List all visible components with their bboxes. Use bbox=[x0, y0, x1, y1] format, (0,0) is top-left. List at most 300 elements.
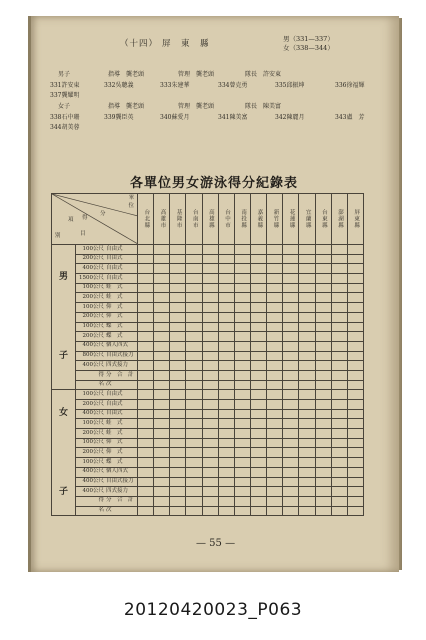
event-label bbox=[76, 283, 138, 293]
score-cell bbox=[315, 312, 331, 322]
event-style: 自由式接力 bbox=[106, 478, 134, 485]
score-cell bbox=[154, 245, 170, 255]
score-cell bbox=[170, 312, 186, 322]
city-header: 高雄市 bbox=[154, 194, 170, 245]
score-cell bbox=[267, 477, 283, 487]
score-cell bbox=[347, 380, 363, 390]
event-style: 蝶 式 bbox=[106, 458, 123, 465]
score-cell bbox=[250, 274, 266, 284]
score-cell bbox=[250, 506, 266, 516]
score-cell bbox=[202, 312, 218, 322]
score-cell bbox=[186, 467, 202, 477]
score-cell bbox=[315, 283, 331, 293]
score-cell bbox=[267, 429, 283, 439]
score-cell bbox=[347, 341, 363, 351]
score-cell bbox=[331, 303, 347, 313]
city-header: 台南市 bbox=[186, 194, 202, 245]
score-cell bbox=[331, 370, 347, 380]
score-cell bbox=[267, 390, 283, 400]
score-cell bbox=[315, 487, 331, 497]
male-athlete: 331許安東 bbox=[50, 82, 80, 89]
event-distance: 100公尺 bbox=[82, 390, 104, 397]
score-cell bbox=[267, 380, 283, 390]
event-style: 分 合 計 bbox=[106, 371, 134, 378]
score-cell bbox=[347, 390, 363, 400]
score-cell bbox=[331, 341, 347, 351]
score-cell bbox=[218, 506, 234, 516]
score-cell bbox=[315, 429, 331, 439]
score-cell bbox=[331, 506, 347, 516]
score-cell bbox=[234, 351, 250, 361]
score-cell bbox=[138, 274, 154, 284]
table-row bbox=[52, 303, 364, 313]
score-cell bbox=[202, 458, 218, 468]
event-style: 分 合 計 bbox=[106, 497, 134, 504]
score-cell bbox=[315, 400, 331, 410]
score-cell bbox=[138, 283, 154, 293]
score-cell bbox=[170, 370, 186, 380]
male-athlete: 335邱振坤 bbox=[275, 82, 305, 89]
male-athlete: 334曾克勇 bbox=[218, 82, 248, 89]
score-cell bbox=[250, 351, 266, 361]
table-row bbox=[52, 283, 364, 293]
score-cell bbox=[186, 322, 202, 332]
score-cell bbox=[299, 496, 315, 506]
score-cell bbox=[250, 467, 266, 477]
event-style: 蛙 式 bbox=[106, 284, 123, 291]
score-cell bbox=[267, 361, 283, 371]
event-distance: 400公尺 bbox=[82, 487, 104, 494]
event-label bbox=[76, 390, 138, 400]
score-cell bbox=[218, 487, 234, 497]
score-cell bbox=[186, 312, 202, 322]
female-athlete: 340蘇愛月 bbox=[160, 114, 190, 121]
score-cell bbox=[154, 467, 170, 477]
score-cell bbox=[283, 254, 299, 264]
score-cell bbox=[202, 245, 218, 255]
table-row bbox=[52, 487, 364, 497]
score-cell bbox=[267, 409, 283, 419]
score-cell bbox=[218, 332, 234, 342]
score-cell bbox=[267, 254, 283, 264]
score-cell bbox=[250, 303, 266, 313]
score-cell bbox=[202, 496, 218, 506]
score-cell bbox=[267, 264, 283, 274]
score-cell bbox=[250, 322, 266, 332]
score-cell bbox=[218, 438, 234, 448]
score-cell bbox=[186, 293, 202, 303]
score-table bbox=[51, 193, 364, 516]
city-header: 澎湖縣 bbox=[331, 194, 347, 245]
score-cell bbox=[234, 341, 250, 351]
corner-unit-label: 位 bbox=[128, 203, 134, 209]
score-cell bbox=[186, 409, 202, 419]
event-distance: 得 bbox=[98, 497, 104, 504]
score-cell bbox=[170, 351, 186, 361]
score-cell bbox=[234, 254, 250, 264]
score-cell bbox=[186, 361, 202, 371]
score-cell bbox=[202, 332, 218, 342]
score-cell bbox=[138, 448, 154, 458]
score-cell bbox=[138, 429, 154, 439]
score-cell bbox=[331, 429, 347, 439]
score-cell bbox=[267, 419, 283, 429]
score-cell bbox=[154, 274, 170, 284]
score-cell bbox=[218, 467, 234, 477]
score-cell bbox=[250, 361, 266, 371]
score-cell bbox=[267, 506, 283, 516]
score-cell bbox=[186, 332, 202, 342]
score-cell bbox=[283, 409, 299, 419]
score-cell bbox=[250, 332, 266, 342]
score-cell bbox=[138, 254, 154, 264]
score-cell bbox=[186, 419, 202, 429]
event-distance: 名 bbox=[98, 507, 104, 514]
score-cell bbox=[267, 400, 283, 410]
score-cell bbox=[218, 322, 234, 332]
city-header: 新竹縣 bbox=[267, 194, 283, 245]
score-cell bbox=[170, 506, 186, 516]
male-staff-coach: 指導 龔老頭 bbox=[108, 71, 145, 78]
score-cell bbox=[347, 312, 363, 322]
score-cell bbox=[331, 400, 347, 410]
score-cell bbox=[186, 448, 202, 458]
score-cell bbox=[234, 293, 250, 303]
score-cell bbox=[154, 322, 170, 332]
score-cell bbox=[299, 322, 315, 332]
score-cell bbox=[218, 341, 234, 351]
score-cell bbox=[154, 303, 170, 313]
score-cell bbox=[315, 467, 331, 477]
image-caption: 20120420023_P063 bbox=[123, 600, 303, 620]
score-cell bbox=[331, 312, 347, 322]
score-cell bbox=[347, 487, 363, 497]
score-cell bbox=[138, 303, 154, 313]
score-cell bbox=[331, 419, 347, 429]
score-cell bbox=[315, 254, 331, 264]
score-cell bbox=[170, 429, 186, 439]
table-row bbox=[52, 448, 364, 458]
event-distance: 400公尺 bbox=[82, 468, 104, 475]
score-cell bbox=[154, 380, 170, 390]
score-cell bbox=[202, 351, 218, 361]
score-cell bbox=[347, 293, 363, 303]
score-cell bbox=[347, 477, 363, 487]
table-row bbox=[52, 477, 364, 487]
event-style: 四式接力 bbox=[106, 361, 129, 368]
score-cell bbox=[234, 458, 250, 468]
event-style: 仰 式 bbox=[106, 313, 123, 320]
score-cell bbox=[218, 409, 234, 419]
score-cell bbox=[331, 458, 347, 468]
score-cell bbox=[299, 245, 315, 255]
score-cell bbox=[299, 254, 315, 264]
event-distance: 100公尺 bbox=[82, 284, 104, 291]
score-cell bbox=[170, 458, 186, 468]
score-cell bbox=[283, 419, 299, 429]
score-cell bbox=[170, 254, 186, 264]
score-cell bbox=[138, 419, 154, 429]
event-label bbox=[76, 341, 138, 351]
score-cell bbox=[138, 332, 154, 342]
score-cell bbox=[202, 467, 218, 477]
score-cell bbox=[138, 370, 154, 380]
female-staff-coach: 指導 龔老頭 bbox=[108, 103, 145, 110]
score-cell bbox=[299, 293, 315, 303]
event-label bbox=[76, 274, 138, 284]
score-cell bbox=[331, 477, 347, 487]
score-cell bbox=[202, 293, 218, 303]
table-row bbox=[52, 322, 364, 332]
score-cell bbox=[186, 351, 202, 361]
score-cell bbox=[234, 303, 250, 313]
score-cell bbox=[186, 477, 202, 487]
score-cell bbox=[267, 370, 283, 380]
score-cell bbox=[218, 390, 234, 400]
score-cell bbox=[202, 341, 218, 351]
event-label bbox=[76, 312, 138, 322]
score-cell bbox=[218, 400, 234, 410]
event-style: 四式接力 bbox=[106, 487, 129, 494]
score-cell bbox=[234, 361, 250, 371]
score-cell bbox=[331, 283, 347, 293]
score-cell bbox=[186, 380, 202, 390]
score-cell bbox=[138, 506, 154, 516]
score-cell bbox=[218, 274, 234, 284]
score-cell bbox=[267, 245, 283, 255]
score-cell bbox=[170, 496, 186, 506]
male-staff-captain: 隊長 許安東 bbox=[245, 71, 282, 78]
score-cell bbox=[234, 390, 250, 400]
score-cell bbox=[283, 322, 299, 332]
score-cell bbox=[347, 274, 363, 284]
event-style: 蛙 式 bbox=[106, 294, 123, 301]
score-cell bbox=[347, 332, 363, 342]
score-cell bbox=[347, 400, 363, 410]
score-cell bbox=[186, 438, 202, 448]
score-cell bbox=[331, 448, 347, 458]
score-cell bbox=[170, 448, 186, 458]
diagonal-lines bbox=[52, 194, 138, 244]
event-style: 次 bbox=[106, 381, 112, 388]
score-cell bbox=[234, 274, 250, 284]
score-cell bbox=[347, 496, 363, 506]
score-cell bbox=[299, 351, 315, 361]
table-title: 各單位男女游泳得分紀錄表 bbox=[130, 176, 299, 191]
event-distance: 100公尺 bbox=[82, 439, 104, 446]
score-cell bbox=[283, 477, 299, 487]
score-cell bbox=[267, 293, 283, 303]
score-cell bbox=[283, 467, 299, 477]
score-cell bbox=[299, 390, 315, 400]
event-distance: 100公尺 bbox=[82, 419, 104, 426]
event-style: 仰 式 bbox=[106, 303, 123, 310]
table-row bbox=[52, 467, 364, 477]
score-cell bbox=[202, 409, 218, 419]
score-cell bbox=[331, 390, 347, 400]
gender-char: 女 bbox=[58, 407, 68, 418]
table-row bbox=[52, 506, 364, 516]
score-cell bbox=[267, 438, 283, 448]
event-label bbox=[76, 448, 138, 458]
score-cell bbox=[234, 496, 250, 506]
score-cell bbox=[170, 274, 186, 284]
score-cell bbox=[315, 351, 331, 361]
score-cell bbox=[315, 496, 331, 506]
score-cell bbox=[234, 487, 250, 497]
score-cell bbox=[267, 303, 283, 313]
score-cell bbox=[234, 419, 250, 429]
score-cell bbox=[154, 506, 170, 516]
score-cell bbox=[315, 409, 331, 419]
score-cell bbox=[347, 506, 363, 516]
score-cell bbox=[331, 254, 347, 264]
score-cell bbox=[170, 438, 186, 448]
event-style: 自由式 bbox=[106, 400, 123, 407]
score-cell bbox=[154, 351, 170, 361]
score-cell bbox=[331, 264, 347, 274]
score-cell bbox=[299, 341, 315, 351]
score-cell bbox=[250, 341, 266, 351]
score-cell bbox=[234, 245, 250, 255]
score-cell bbox=[218, 264, 234, 274]
score-cell bbox=[315, 458, 331, 468]
score-cell bbox=[267, 332, 283, 342]
score-cell bbox=[299, 380, 315, 390]
score-cell bbox=[170, 245, 186, 255]
event-distance: 100公尺 bbox=[82, 303, 104, 310]
score-cell bbox=[218, 245, 234, 255]
score-cell bbox=[250, 293, 266, 303]
event-label bbox=[76, 303, 138, 313]
score-cell bbox=[267, 458, 283, 468]
table-row bbox=[52, 274, 364, 284]
score-cell bbox=[138, 341, 154, 351]
event-label bbox=[76, 467, 138, 477]
score-cell bbox=[234, 506, 250, 516]
corner-sex-label: 別 bbox=[55, 233, 61, 239]
female-roster-label: 女子 bbox=[58, 103, 71, 110]
event-distance: 200公尺 bbox=[82, 429, 104, 436]
score-cell bbox=[299, 361, 315, 371]
score-cell bbox=[315, 506, 331, 516]
score-cell bbox=[218, 429, 234, 439]
event-label bbox=[76, 361, 138, 371]
corner-diagonal-cell bbox=[52, 194, 138, 245]
score-cell bbox=[299, 429, 315, 439]
score-cell bbox=[186, 400, 202, 410]
event-label bbox=[76, 409, 138, 419]
score-cell bbox=[202, 254, 218, 264]
score-cell bbox=[331, 322, 347, 332]
score-cell bbox=[283, 361, 299, 371]
score-cell bbox=[234, 283, 250, 293]
score-cell bbox=[283, 332, 299, 342]
score-cell bbox=[250, 419, 266, 429]
table-row bbox=[52, 419, 364, 429]
table-row bbox=[52, 429, 364, 439]
table-row bbox=[52, 458, 364, 468]
table-row bbox=[52, 264, 364, 274]
score-cell bbox=[218, 496, 234, 506]
score-cell bbox=[186, 303, 202, 313]
score-cell bbox=[186, 506, 202, 516]
score-cell bbox=[154, 254, 170, 264]
score-cell bbox=[299, 312, 315, 322]
score-cell bbox=[234, 264, 250, 274]
score-cell bbox=[250, 400, 266, 410]
section-title: （十四） 屏 東 縣 bbox=[120, 39, 210, 49]
event-style: 仰 式 bbox=[106, 439, 123, 446]
female-athlete: 342陳麗月 bbox=[275, 114, 305, 121]
score-cell bbox=[186, 487, 202, 497]
score-cell bbox=[202, 264, 218, 274]
score-cell bbox=[315, 322, 331, 332]
score-cell bbox=[283, 283, 299, 293]
score-cell bbox=[299, 303, 315, 313]
score-cell bbox=[267, 487, 283, 497]
score-cell bbox=[315, 477, 331, 487]
score-cell bbox=[154, 429, 170, 439]
score-cell bbox=[250, 264, 266, 274]
page-number: — 55 — bbox=[196, 538, 236, 549]
score-cell bbox=[299, 419, 315, 429]
score-cell bbox=[154, 293, 170, 303]
score-cell bbox=[202, 274, 218, 284]
table-row bbox=[52, 370, 364, 380]
score-cell bbox=[250, 448, 266, 458]
table-row bbox=[52, 245, 364, 255]
event-style: 自由式 bbox=[106, 255, 123, 262]
event-style: 自由式 bbox=[106, 390, 123, 397]
score-cell bbox=[186, 458, 202, 468]
event-style: 自由式 bbox=[106, 274, 123, 281]
score-cell bbox=[347, 438, 363, 448]
male-athlete: 337龔耀明 bbox=[50, 92, 80, 99]
score-cell bbox=[218, 477, 234, 487]
score-cell bbox=[234, 467, 250, 477]
score-cell bbox=[186, 264, 202, 274]
score-cell bbox=[154, 458, 170, 468]
event-distance: 400公尺 bbox=[82, 264, 104, 271]
score-cell bbox=[331, 332, 347, 342]
score-cell bbox=[170, 390, 186, 400]
event-style: 蛙 式 bbox=[106, 429, 123, 436]
score-cell bbox=[347, 458, 363, 468]
score-cell bbox=[234, 370, 250, 380]
score-cell bbox=[250, 312, 266, 322]
score-cell bbox=[283, 341, 299, 351]
score-cell bbox=[234, 380, 250, 390]
score-cell bbox=[234, 409, 250, 419]
table-row bbox=[52, 312, 364, 322]
score-cell bbox=[331, 438, 347, 448]
score-cell bbox=[138, 312, 154, 322]
score-cell bbox=[154, 283, 170, 293]
event-style: 自由式 bbox=[106, 264, 123, 271]
score-cell bbox=[267, 283, 283, 293]
score-cell bbox=[283, 400, 299, 410]
score-cell bbox=[218, 351, 234, 361]
score-cell bbox=[315, 264, 331, 274]
score-cell bbox=[154, 400, 170, 410]
score-cell bbox=[138, 361, 154, 371]
score-cell bbox=[138, 390, 154, 400]
score-cell bbox=[283, 380, 299, 390]
score-cell bbox=[202, 429, 218, 439]
score-cell bbox=[283, 496, 299, 506]
gender-char: 男 bbox=[58, 272, 68, 283]
